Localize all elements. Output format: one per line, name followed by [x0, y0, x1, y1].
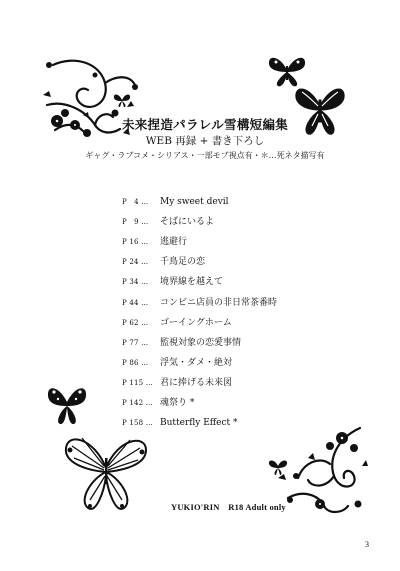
- header: [70, 117, 340, 162]
- toc-row: [122, 212, 322, 232]
- toc-story-title: コンビニ店員の非日常茶番時: [160, 297, 278, 308]
- toc-page-number: P 62 …: [122, 318, 149, 327]
- toc-row: [122, 333, 322, 353]
- book-title: 未来捏造パラレル雪構短編集: [121, 117, 289, 132]
- butterfly-icon-bottom-right: [268, 458, 288, 476]
- toc-page-number: P 86 …: [122, 358, 149, 367]
- butterfly-icon-small: [113, 92, 131, 108]
- toc-story-title: 監視対象の恋愛事情: [160, 337, 242, 348]
- toc-page-number: P 16 …: [122, 238, 149, 247]
- toc-story-title: 千鳥足の恋: [160, 257, 206, 268]
- butterfly-icon-bottom-left: [45, 382, 89, 426]
- toc-story-title: Butterfly Effect *: [160, 418, 238, 429]
- butterfly-icon-large: [60, 428, 152, 516]
- toc-row: [122, 313, 322, 333]
- toc-page-number: P 44 …: [122, 298, 149, 307]
- toc-row: [122, 292, 322, 312]
- toc-page-number: P 4 …: [122, 198, 149, 207]
- table-of-contents: [122, 192, 322, 433]
- toc-page-number: P 34 …: [122, 278, 149, 287]
- genre-line: ギャグ・ラブコメ・シリアス・一部モブ視点有・＊…死ネタ描写有: [85, 151, 325, 160]
- book-subtitle: WEB 再録 + 書き下ろし: [145, 135, 265, 147]
- toc-story-title: My sweet devil: [160, 197, 229, 208]
- author-credit: YUKIO'RIN R18 Adult only: [171, 502, 286, 512]
- toc-row: [122, 192, 322, 212]
- toc-page-number: P 158 …: [122, 419, 153, 428]
- toc-story-title: ゴーイングホーム: [160, 317, 232, 328]
- toc-page-number: P 77 …: [122, 338, 149, 347]
- toc-row: [122, 373, 322, 393]
- toc-page-number: P 115 …: [122, 378, 153, 387]
- toc-story-title: 君に捧げる未来図: [160, 377, 233, 388]
- page-number: 3: [365, 540, 369, 549]
- toc-page-number: P 142 …: [122, 398, 153, 407]
- toc-page-number: P 24 …: [122, 258, 149, 267]
- toc-page-number: P 9 …: [122, 218, 149, 227]
- toc-story-title: そばにいるよ: [160, 217, 215, 228]
- toc-row: [122, 272, 322, 292]
- toc-row: [122, 353, 322, 373]
- toc-story-title: 浮気・ダメ・絶対: [160, 357, 233, 368]
- toc-story-title: 境界線を越えて: [160, 277, 224, 288]
- toc-row: [122, 232, 322, 252]
- toc-row: [122, 252, 322, 272]
- toc-story-title: 逃避行: [160, 237, 188, 248]
- toc-row: [122, 393, 322, 413]
- toc-story-title: 魂祭り *: [160, 397, 195, 408]
